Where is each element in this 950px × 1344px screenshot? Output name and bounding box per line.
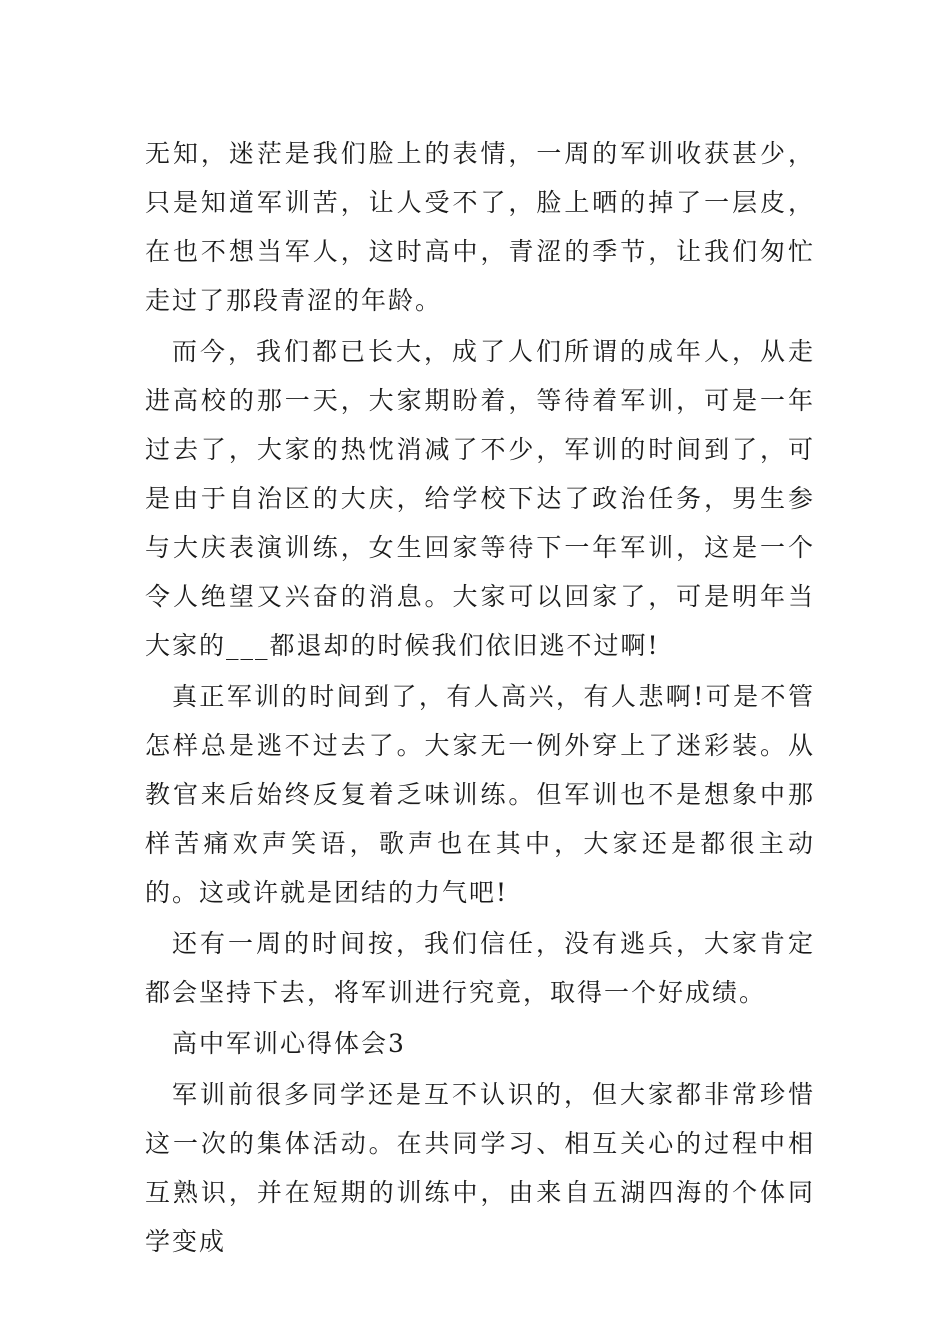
paragraph-4: 还有一周的时间按，我们信任，没有逃兵，大家肯定都会坚持下去，将军训进行究竟，取得一个好成绩。 bbox=[145, 929, 815, 1007]
section-heading: 高中军训心得体会3 bbox=[172, 1029, 406, 1058]
paragraph-5: 军训前很多同学还是互不认识的，但大家都非常珍惜这一次的集体活动。在共同学习、相互关心的过程中相互熟识，并在短期的训练中，由来自五湖四海的个体同学变成 bbox=[145, 1080, 815, 1256]
paragraph-1: 无知，迷茫是我们脸上的表情，一周的军训收获甚少，只是知道军训苦，让人受不了，脸上晒的掉了一层皮，在也不想当军人，这时高中，青涩的季节，让我们匆忙走过了那段青涩的年龄。 bbox=[145, 139, 815, 315]
paragraph-3: 真正军训的时间到了，有人高兴，有人悲啊!可是不管怎样总是逃不过去了。大家无一例外穿上了迷彩装。从教官来后始终反复着乏味训练。但军训也不是想象中那样苦痛欢声笑语，歌声也在其中，大家还是都很主动的。这或许就是团结的力气吧! bbox=[145, 682, 815, 907]
paragraph-2: 而今，我们都已长大，成了人们所谓的成年人，从走进高校的那一天，大家期盼着，等待着军训，可是一年过去了，大家的热忱消减了不少，军训的时间到了，可是由于自治区的大庆，给学校下达了政治任务，男生参与大庆表演训练，女生回家等待下一年军训，这是一个令人绝望又兴奋的消息。大家可以回家了，可是明年当大家的___都退却的时候我们依旧逃不过啊! bbox=[145, 337, 815, 660]
document-body bbox=[145, 129, 815, 1268]
